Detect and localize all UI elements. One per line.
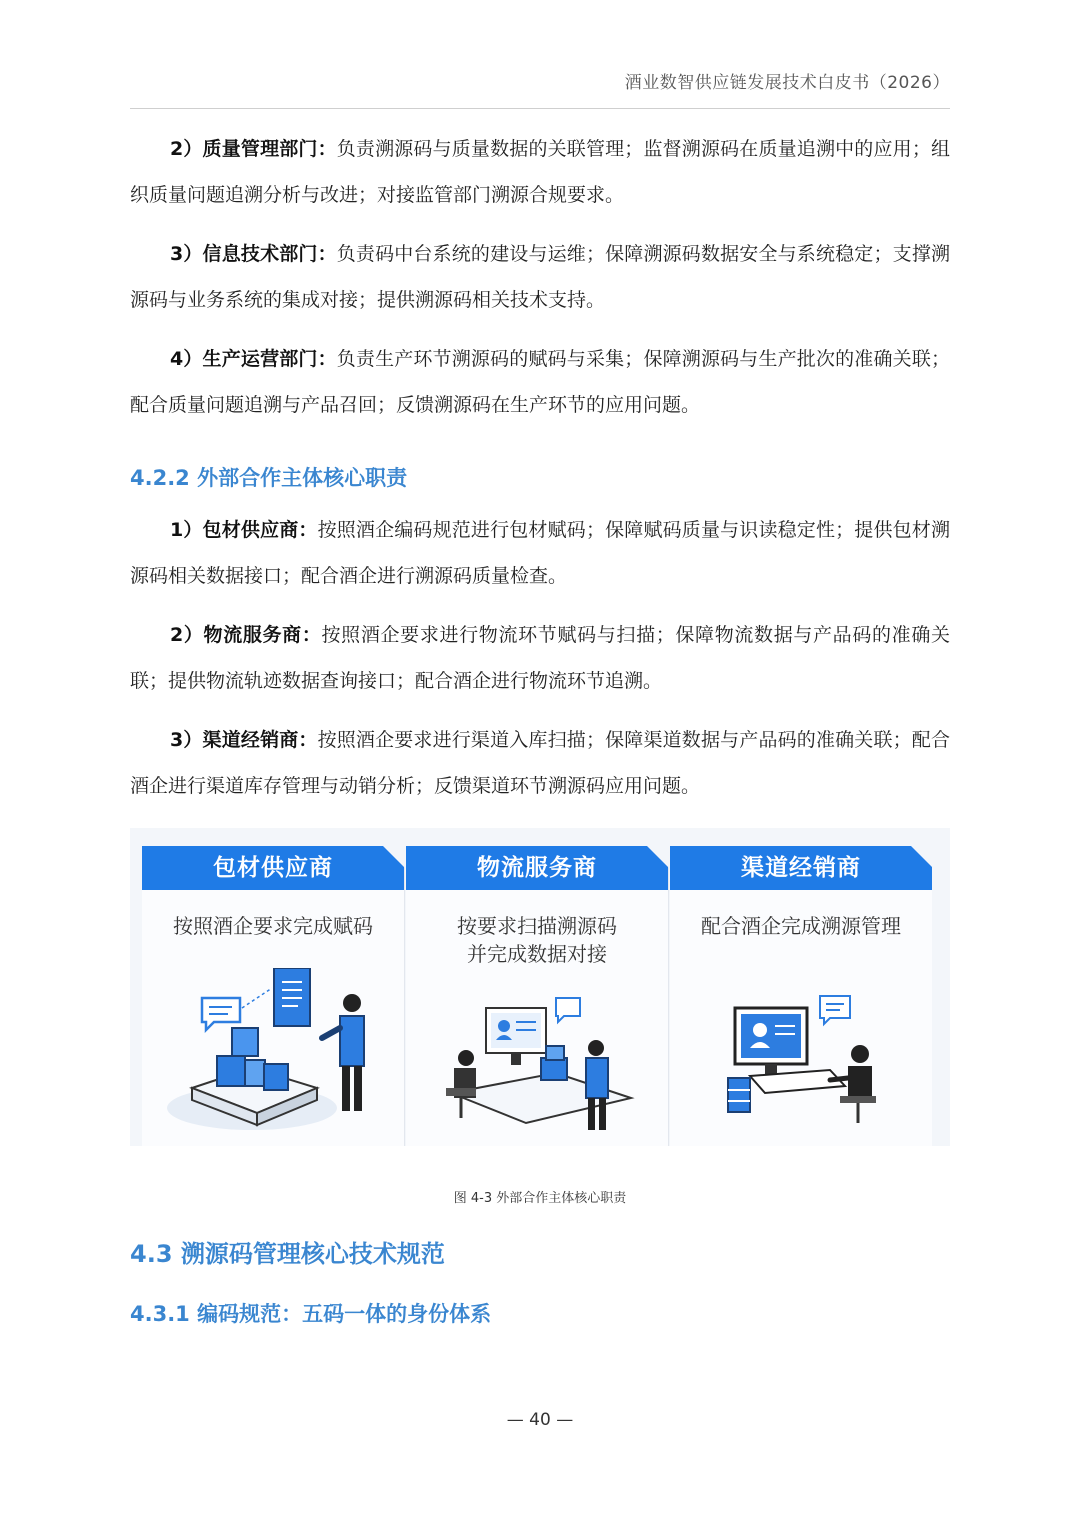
duty-paragraph-packaging	[130, 507, 950, 599]
duty-label: 1）包材供应商：	[170, 519, 318, 541]
header-title: 酒业数智供应链发展技术白皮书（2026）	[624, 73, 950, 93]
figure-external-partners	[130, 828, 950, 1146]
panel-desc: 按要求扫描溯源码 并完成数据对接	[457, 914, 617, 966]
duty-text: 按照酒企要求进行物流环节赋码与扫描；保障物流数据与产品码的准确关联；提供物流轨迹数据查询接口；配合酒企进行物流环节追溯。	[130, 624, 950, 692]
duty-text: 按照酒企编码规范进行包材赋码；保障赋码质量与识读稳定性；提供包材溯源码相关数据接口；配合酒企进行溯源码质量检查。	[130, 519, 950, 587]
duty-paragraph-production	[130, 336, 950, 428]
duty-label: 2）质量管理部门：	[170, 138, 337, 160]
section-heading-4-2-2: 4.2.2 外部合作主体核心职责	[130, 466, 408, 490]
panel-packaging-supplier	[142, 846, 405, 1146]
duty-label: 3）信息技术部门：	[170, 243, 337, 265]
duty-text: 按照酒企要求进行渠道入库扫描；保障渠道数据与产品码的准确关联；配合酒企进行渠道库存管理与动销分析；反馈渠道环节溯源码应用问题。	[130, 729, 950, 797]
duty-text: 负责码中台系统的建设与运维；保障溯源码数据安全与系统稳定；支撑溯源码与业务系统的集成对接；提供溯源码相关技术支持。	[130, 243, 950, 311]
panel-title: 物流服务商	[406, 846, 668, 890]
figure-caption: 图 4-3 外部合作主体核心职责	[453, 1191, 627, 1206]
duty-paragraph-it	[130, 231, 950, 323]
panel-logistics-provider	[406, 846, 669, 1146]
panel-title: 渠道经销商	[670, 846, 932, 890]
panel-desc: 配合酒企完成溯源管理	[701, 914, 901, 938]
panel-title: 包材供应商	[142, 846, 404, 890]
duty-text: 负责生产环节溯源码的赋码与采集；保障溯源码与生产批次的准确关联；配合质量问题追溯与产品召回；反馈溯源码在生产环节的应用问题。	[130, 348, 950, 416]
page-number: — 40 —	[506, 1410, 574, 1430]
duty-text: 负责溯源码与质量数据的关联管理；监督溯源码在质量追溯中的应用；组织质量问题追溯分析与改进；对接监管部门溯源合规要求。	[130, 138, 950, 206]
duty-label: 2）物流服务商：	[170, 624, 322, 646]
section-heading-4-3: 4.3 溯源码管理核心技术规范	[130, 1240, 445, 1268]
page-header	[130, 62, 950, 109]
distributor-icon	[670, 968, 932, 1138]
duty-label: 4）生产运营部门：	[170, 348, 337, 370]
panel-channel-distributor	[670, 846, 932, 1146]
section-heading-4-3-1: 4.3.1 编码规范：五码一体的身份体系	[130, 1302, 492, 1326]
duty-label: 3）渠道经销商：	[170, 729, 318, 751]
duty-paragraph-quality	[130, 126, 950, 218]
duty-paragraph-distributor	[130, 717, 950, 809]
panel-desc: 按照酒企要求完成赋码	[173, 914, 373, 938]
logistics-icon	[406, 988, 668, 1138]
packaging-icon	[142, 968, 404, 1138]
duty-paragraph-logistics	[130, 612, 950, 704]
